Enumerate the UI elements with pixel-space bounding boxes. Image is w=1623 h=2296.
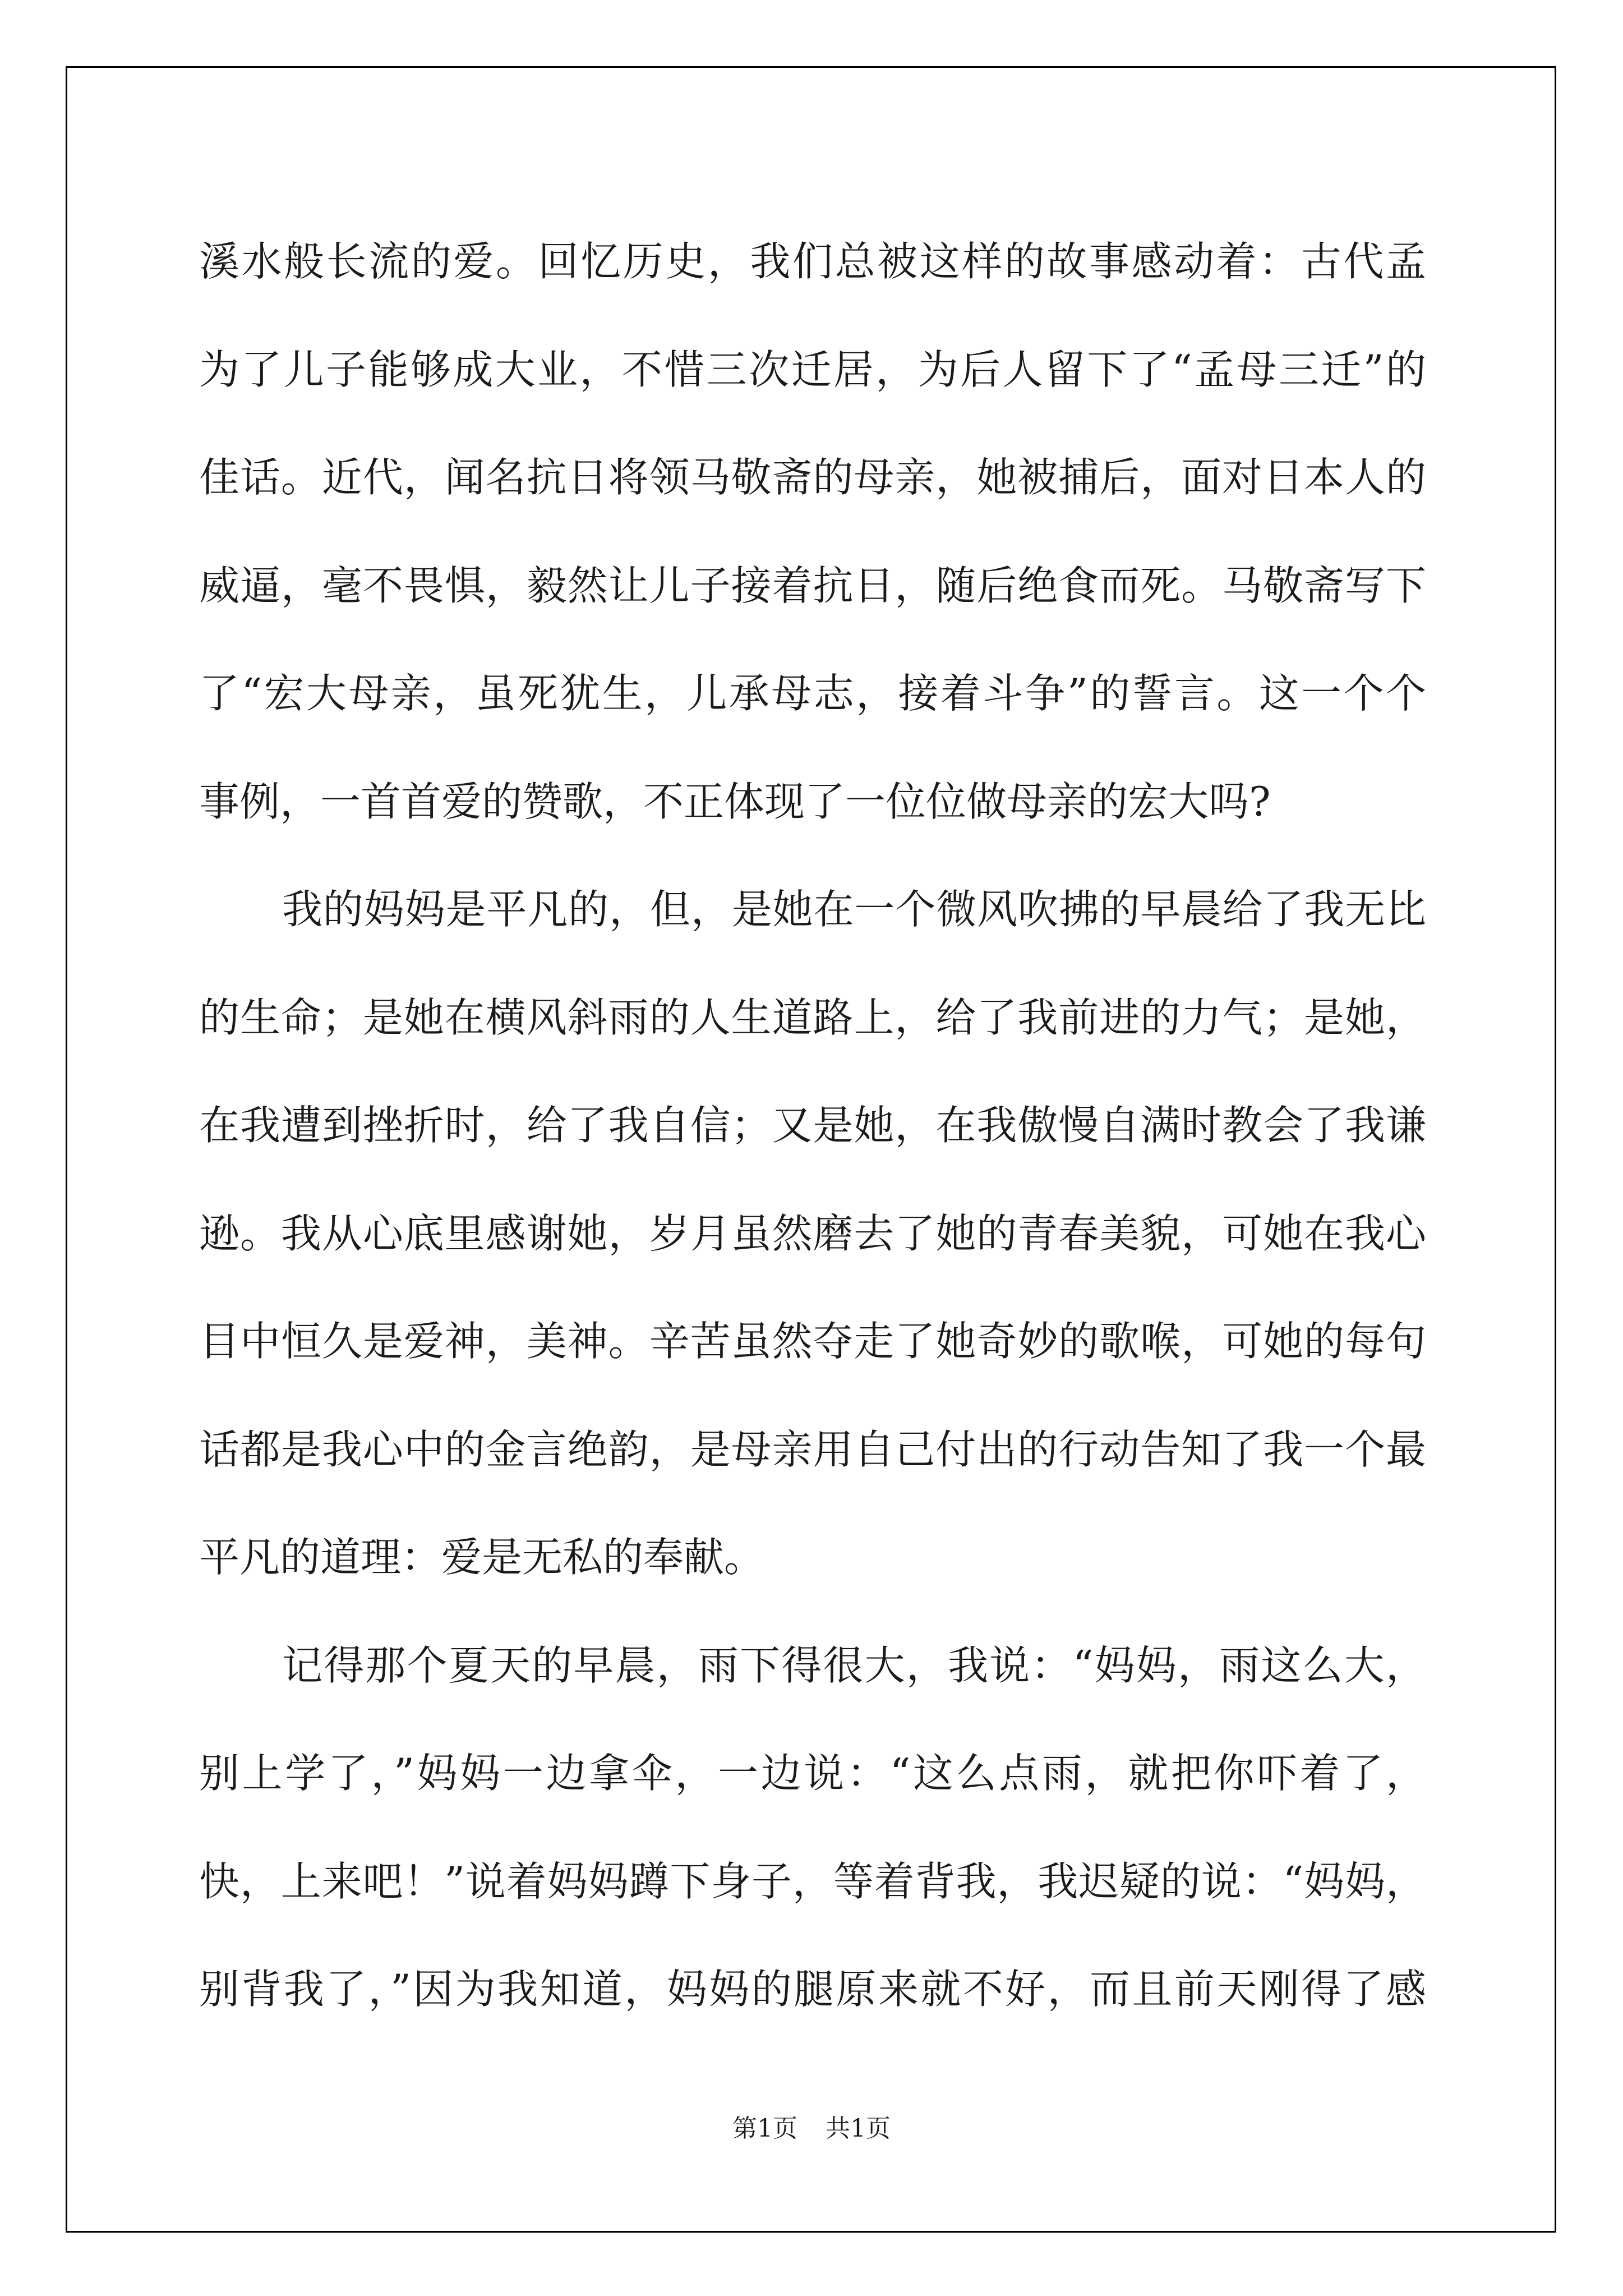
page-total: 共1页 [826,2114,891,2143]
text-line: 别背我了，”因为我知道，妈妈的腿原来就不好，而且前天刚得了感 [199,1966,1426,2013]
text-line: 快，上来吧！”说着妈妈蹲下身子，等着背我，我迟疑的说：“妈妈， [199,1857,1426,1905]
text-line: 平凡的道理：爱是无私的奉献。 [199,1534,765,1581]
text-line: 话都是我心中的金言绝韵，是母亲用自己付出的行动告知了我一个最 [199,1425,1426,1473]
page-footer [0,2108,1623,2144]
text-line: 事例，一首首爱的赞歌，不正体现了一位位做母亲的宏大吗? [199,777,1271,825]
text-line: 在我遭到挫折时，给了我自信；又是她，在我傲慢自满时教会了我谦 [199,1102,1426,1149]
text-line: 我的妈妈是平凡的，但，是她在一个微风吹拂的早晨给了我无比 [282,886,1426,933]
page-number: 第1页 [732,2114,797,2143]
text-line: 别上学了，”妈妈一边拿伞，一边说：“这么点雨，就把你吓着了， [199,1750,1426,1797]
text-line: 逊。我从心底里感谢她，岁月虽然磨去了她的青春美貌，可她在我心 [199,1209,1426,1257]
text-line: 为了儿子能够成大业，不惜三次迁居，为后人留下了“孟母三迁”的 [199,346,1426,393]
text-line: 佳话。近代，闻名抗日将领马敬斋的母亲，她被捕后，面对日本人的 [199,454,1426,501]
text-line: 目中恒久是爱神，美神。辛苦虽然夺走了她奇妙的歌喉，可她的每句 [199,1318,1426,1365]
text-line: 了“宏大母亲，虽死犹生，儿承母志，接着斗争”的誓言。这一个个 [199,670,1426,717]
text-line: 的生命；是她在横风斜雨的人生道路上，给了我前进的力气；是她， [199,993,1426,1041]
text-line: 记得那个夏天的早晨，雨下得很大，我说：“妈妈，雨这么大， [282,1641,1426,1689]
document-body [199,208,1426,2044]
text-line: 威逼，毫不畏惧，毅然让儿子接着抗日，随后绝食而死。马敬斋写下 [199,562,1426,609]
text-line: 溪水般长流的爱。回忆历史，我们总被这样的故事感动着：古代孟 [199,238,1426,285]
